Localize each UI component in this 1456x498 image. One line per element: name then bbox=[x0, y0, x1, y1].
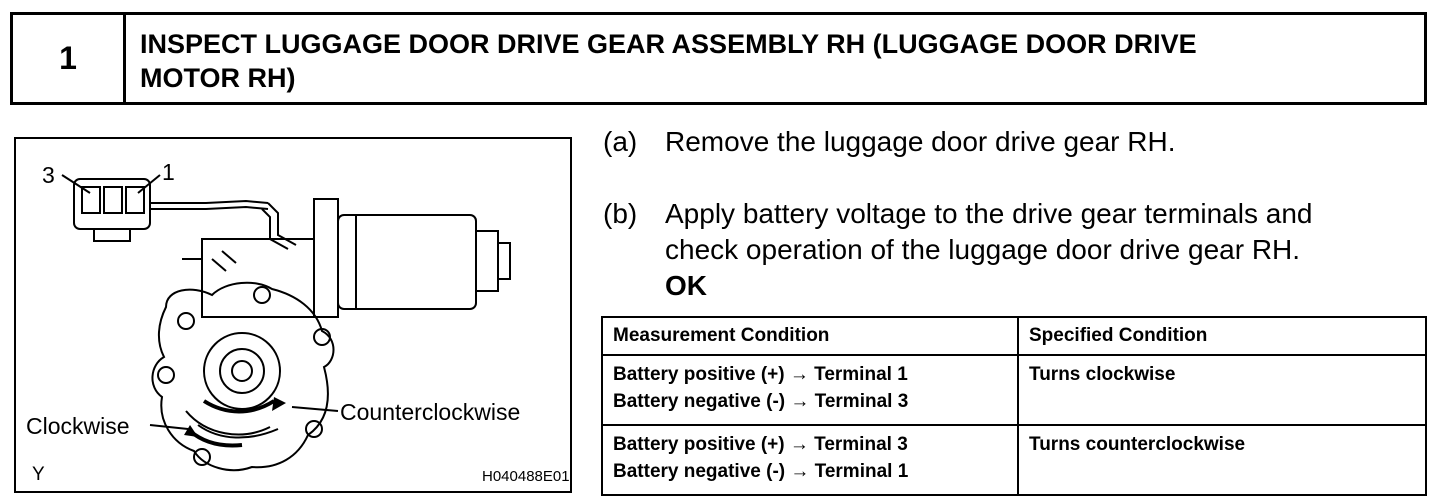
figure-id: H040488E01 bbox=[482, 468, 570, 485]
spec-table bbox=[601, 316, 1427, 496]
instruction-a-label: (a) bbox=[603, 126, 638, 157]
result-ok: OK bbox=[665, 270, 707, 301]
instruction-b-label: (b) bbox=[603, 198, 638, 229]
table-row bbox=[602, 425, 1426, 495]
corner-code: Y bbox=[32, 464, 45, 485]
terminal-1-label: 1 bbox=[162, 159, 175, 185]
table-row bbox=[602, 355, 1426, 425]
instruction-b bbox=[603, 196, 1423, 304]
step-title bbox=[126, 15, 1424, 102]
instruction-a bbox=[603, 124, 1423, 160]
step-title-line-2: MOTOR RH) bbox=[140, 63, 296, 93]
motor-illustration bbox=[14, 137, 572, 493]
table-header-row bbox=[602, 317, 1426, 355]
measurement-cell bbox=[602, 425, 1018, 495]
condition-line: Battery negative (-) → Terminal 3 bbox=[613, 391, 909, 412]
condition-line: Battery negative (-) → Terminal 1 bbox=[613, 461, 909, 482]
terminal-3-label: 3 bbox=[42, 162, 55, 188]
clockwise-label: Clockwise bbox=[26, 413, 130, 439]
step-header bbox=[10, 12, 1427, 105]
specified-cell: Turns clockwise bbox=[1018, 355, 1426, 425]
header-specified-condition: Specified Condition bbox=[1018, 317, 1426, 355]
header-measurement-condition: Measurement Condition bbox=[602, 317, 1018, 355]
condition-line: Battery positive (+) → Terminal 1 bbox=[613, 364, 908, 385]
step-title-line-1: INSPECT LUGGAGE DOOR DRIVE GEAR ASSEMBLY RH (LUGGAGE DOOR DRIVE bbox=[140, 29, 1197, 59]
condition-line: Battery positive (+) → Terminal 3 bbox=[613, 434, 908, 455]
measurement-cell bbox=[602, 355, 1018, 425]
step-number: 1 bbox=[13, 15, 126, 102]
instruction-b-line-1: Apply battery voltage to the drive gear terminals and bbox=[665, 198, 1313, 229]
specified-cell: Turns counterclockwise bbox=[1018, 425, 1426, 495]
instruction-a-text: Remove the luggage door drive gear RH. bbox=[665, 126, 1176, 157]
counterclockwise-label: Counterclockwise bbox=[340, 399, 521, 425]
instruction-b-line-2: check operation of the luggage door drive gear RH. bbox=[665, 234, 1301, 265]
